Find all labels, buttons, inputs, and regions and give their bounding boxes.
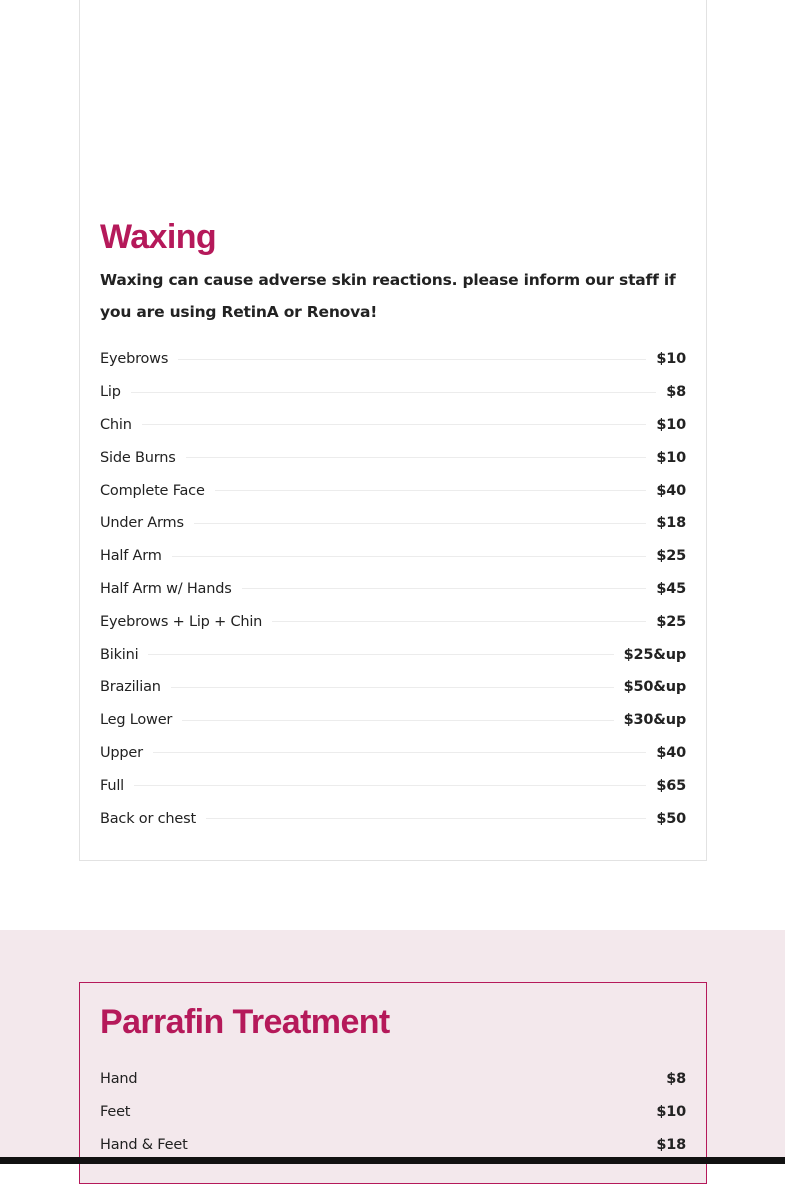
price-row-half-arm [100,540,686,573]
dotted-leader [171,687,614,688]
service-price: $18 [656,515,686,532]
service-price: $8 [666,384,686,401]
service-name: Half Arm w/ Hands [100,580,232,597]
service-name: Chin [100,416,132,433]
waxing-title: Waxing [100,218,217,256]
price-row-full [100,769,686,802]
dotted-leader [242,588,647,589]
service-name: Lip [100,384,121,401]
dotted-leader [131,392,657,393]
dotted-leader [172,556,647,557]
service-price: $50 [656,810,686,827]
service-price: $10 [656,351,686,368]
service-name: Complete Face [100,482,205,499]
service-price: $18 [656,1136,686,1153]
service-price: $40 [656,744,686,761]
service-price: $25 [656,548,686,565]
service-price: $10 [656,449,686,466]
waxing-description: Waxing can cause adverse skin reactions. please inform our staff if you are using RetinA or Renova! [100,271,676,321]
price-row-chin [100,409,686,442]
dotted-leader [134,785,646,786]
service-price: $40 [656,482,686,499]
service-name: Full [100,777,124,794]
service-name: Eyebrows + Lip + Chin [100,613,263,630]
price-row-back-chest [100,802,686,835]
waxing-price-list [100,343,686,835]
service-price: $50&up [623,679,686,696]
service-name: Leg Lower [100,712,173,729]
service-name: Under Arms [100,515,184,532]
price-row-side-burns [100,441,686,474]
price-row-brazilian [100,671,686,704]
service-price: $25&up [623,646,686,663]
price-row-hand [100,1063,686,1096]
service-name: Upper [100,744,143,761]
service-name: Feet [100,1104,131,1121]
service-name: Brazilian [100,679,161,696]
dotted-leader [153,752,646,753]
price-row-upper [100,737,686,770]
service-price: $65 [656,777,686,794]
price-row-feet [100,1096,686,1129]
dotted-leader [272,621,646,622]
dotted-leader [142,424,647,425]
price-row-bikini [100,638,686,671]
dotted-leader [186,457,647,458]
dotted-leader [182,720,613,721]
dotted-leader [215,490,647,491]
service-price: $45 [656,580,686,597]
service-price: $10 [656,416,686,433]
price-row-under-arms [100,507,686,540]
service-name: Back or chest [100,810,196,827]
dotted-leader [206,818,646,819]
parrafin-card [79,982,707,1184]
price-row-lip [100,376,686,409]
dotted-leader [148,654,613,655]
waxing-card [79,0,707,861]
price-row-eyebrows-lip-chin [100,605,686,638]
parrafin-section-band [0,930,785,1164]
price-row-leg-lower [100,704,686,737]
bottom-bar [0,1157,785,1164]
service-name: Eyebrows [100,351,169,368]
service-name: Hand & Feet [100,1136,188,1153]
parrafin-price-list [100,1063,686,1161]
price-row-eyebrows [100,343,686,376]
service-name: Side Burns [100,449,176,466]
dotted-leader [194,523,647,524]
service-name: Bikini [100,646,139,663]
parrafin-title: Parrafin Treatment [100,1003,390,1041]
price-row-complete-face [100,474,686,507]
service-price: $25 [656,613,686,630]
service-name: Hand [100,1071,138,1088]
service-price: $10 [656,1104,686,1121]
dotted-leader [178,359,646,360]
service-name: Half Arm [100,548,162,565]
service-price: $30&up [623,712,686,729]
service-price: $8 [666,1071,686,1088]
price-row-half-arm-hands [100,573,686,606]
